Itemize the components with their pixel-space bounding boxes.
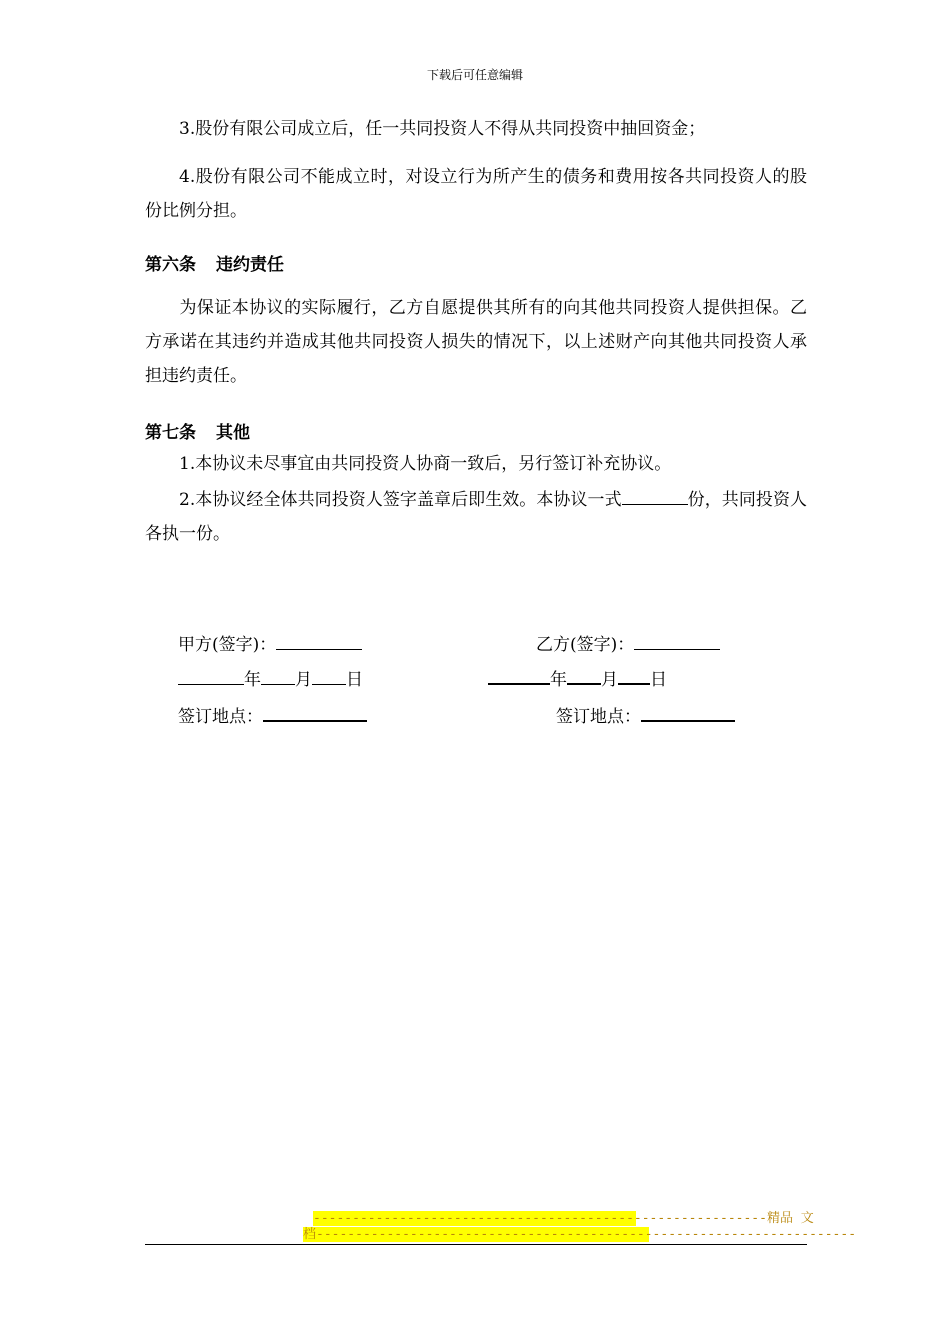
article-6-body-text: 为保证本协议的实际履行，乙方自愿提供其所有的向其他共同投资人提供担保。乙方承诺在其违约并造成其他共同投资人损失的情况下，以上述财产向其他共同投资人承担违约责任。 [145, 298, 807, 386]
party-b-month-label: 月 [601, 670, 618, 690]
party-b-place [556, 702, 735, 727]
article-7-item-2 [145, 483, 807, 551]
party-b-year-blank[interactable] [488, 667, 550, 685]
article-6-heading [145, 250, 284, 275]
footer-rule [145, 1244, 807, 1245]
article-7-item-2-text-post: 份，共同投资人各执一份。 [145, 490, 808, 544]
party-b-signature [536, 630, 720, 655]
party-a-day-label: 日 [346, 670, 363, 690]
article-7-title: 其他 [216, 423, 250, 443]
clause-5-item-3-text: 3.股份有限公司成立后，任一共同投资人不得从共同投资中抽回资金； [179, 119, 706, 139]
party-a-date [178, 665, 363, 690]
party-a-label: 甲方(签字)： [178, 635, 277, 655]
party-a-place-blank[interactable] [263, 704, 367, 722]
page-header: 下载后可任意编辑 [426, 68, 523, 82]
article-7-number: 第七条 [145, 423, 196, 443]
party-b-signature-blank[interactable] [634, 633, 720, 650]
article-7-item-1 [145, 447, 807, 481]
party-b-day-label: 日 [650, 670, 667, 690]
party-b-place-blank[interactable] [641, 704, 735, 722]
party-b-month-blank[interactable] [567, 667, 601, 685]
party-a-signature-blank[interactable] [276, 633, 362, 650]
party-b-place-label: 签订地点： [556, 707, 641, 727]
clause-5-item-4-text: 4.股份有限公司不能成立时，对设立行为所产生的债务和费用按各共同投资人的股份比例分担。 [145, 167, 807, 221]
copies-blank[interactable] [622, 488, 688, 505]
article-7-item-2-text-pre: 2.本协议经全体共同投资人签字盖章后即生效。本协议一式 [179, 490, 622, 510]
article-7-item-1-text: 1.本协议未尽事宜由共同投资人协商一致后，另行签订补充协议。 [179, 454, 672, 474]
footer-watermark-line-2: 档--------------------------------------------------------------------- [303, 1227, 857, 1242]
clause-5-item-4 [145, 160, 807, 228]
party-a-month-blank[interactable] [261, 668, 295, 685]
article-6-number: 第六条 [145, 255, 196, 275]
party-b-year-label: 年 [550, 670, 567, 690]
article-7-heading [145, 418, 250, 443]
party-a-place-label: 签订地点： [178, 707, 263, 727]
party-a-day-blank[interactable] [312, 668, 346, 685]
party-b-day-blank[interactable] [618, 667, 650, 685]
article-6-body [145, 291, 807, 393]
party-b-date [488, 665, 667, 690]
party-b-label: 乙方(签字)： [536, 635, 635, 655]
party-a-signature [178, 630, 362, 655]
clause-5-item-3 [145, 112, 807, 146]
article-6-title: 违约责任 [216, 255, 284, 275]
party-a-year-blank[interactable] [178, 668, 244, 685]
footer-watermark-line-1: ----------------------------------------------------------精品 文 [313, 1211, 814, 1226]
party-a-month-label: 月 [295, 670, 312, 690]
party-a-year-label: 年 [244, 670, 261, 690]
party-a-place [178, 702, 367, 727]
